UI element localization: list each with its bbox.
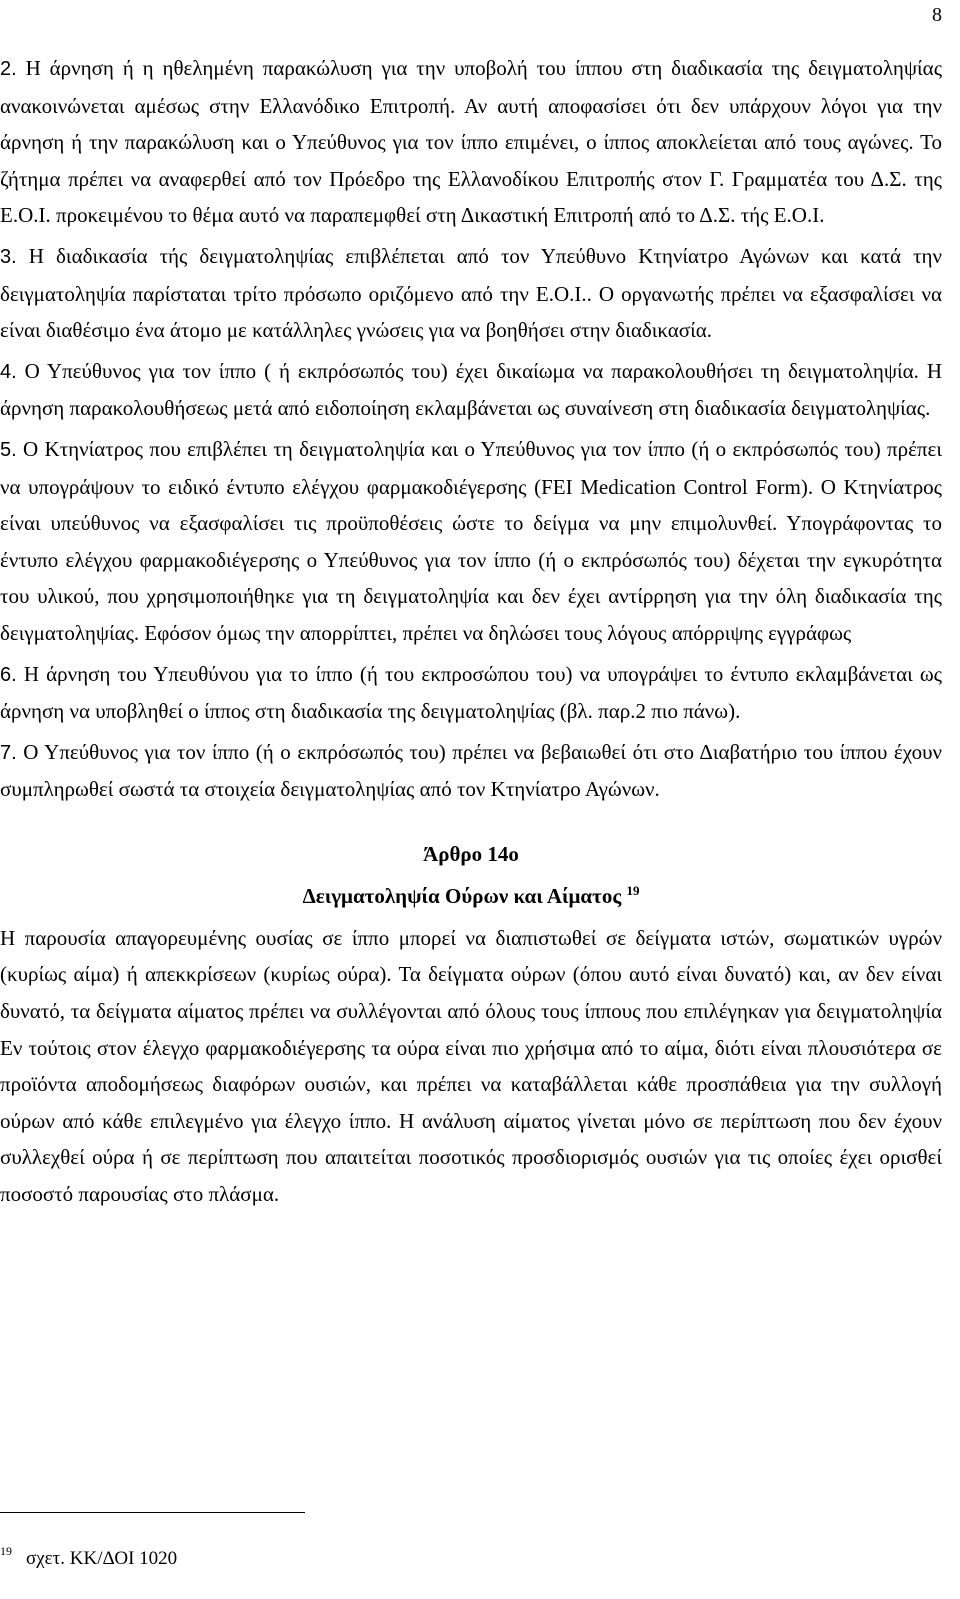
paragraph-text: Ο Κτηνίατρος που επιβλέπει τη δειγματοληψία και ο Υπεύθυνος για τον ίππο (ή ο εκπρόσωπός του) πρέπει να υπογράψουν το ειδικό έντυπο ελέγχου φαρμακοδιέγερσης (FEI Medication Control Form). Ο Κτηνίατρος είναι υπεύθυνος να εξασφαλίσει τις προϋποθέσεις ώστε το δείγμα να μην επιμολυνθεί. Υπογράφοντας το έντυπο ελέγχου φαρμακοδιέγερσης ο Υπεύθυνος για τον ίππο (ή ο εκπρόσωπός του) δέχεται την εγκυρότητα του υλικού, που χρησιμοποιήθηκε για τη δειγματοληψία και δεν έχει αντίρρηση για την όλη διαδικασία της δειγματοληψίας. Εφόσον όμως την απορρίπτει, πρέπει να δηλώσει τους λόγους απόρριψης εγγράφως [0, 436, 942, 645]
paragraph-text: Η διαδικασία τής δειγματοληψίας επιβλέπεται από τον Υπεύθυνο Κτηνίατρο Αγώνων και κατά την δειγματοληψία παρίσταται τρίτο πρόσωπο οριζόμενο από την Ε.Ο.Ι.. Ο οργανωτής πρέπει να εξασφαλίσει να είναι διαθέσιμο ένα άτομο με κατάλληλες γνώσεις για να βοηθήσει στην διαδικασία. [0, 243, 943, 343]
paragraph-number: 2. [0, 58, 17, 80]
paragraph-number: 3. [0, 245, 17, 268]
paragraph-number: 4. [0, 360, 17, 383]
paragraph-number: 6. [0, 663, 17, 686]
paragraph-number: 5. [0, 438, 17, 461]
footnote-text: σχετ. ΚΚ/ΔΟΙ 1020 [26, 1548, 178, 1569]
document-body [0, 50, 942, 1217]
page-number: 8 [932, 4, 942, 26]
paragraph-text: Η άρνηση ή η ηθελημένη παρακώλυση για την υποβολή του ίππου στη διαδικασία της δειγματοληψίας ανακοινώνεται αμέσως στην Ελλανόδικο Επιτροπή. Αν αυτή αποφασίσει ότι δεν υπάρχουν λόγοι για την άρνηση ή την παρακώλυση και ο Υπεύθυνος για τον ίππο επιμένει, ο ίππος αποκλείεται από τους αγώνες. Το ζήτημα πρέπει να αναφερθεί από τον Πρόεδρο της Ελλανοδίκου Επιτροπής στον Γ. Γραμματέα του Δ.Σ. της Ε.Ο.Ι. προκειμένου το θέμα αυτό να παραπεμφθεί στη Δικαστική Επιτροπή από το Δ.Σ. τής Ε.Ο.Ι. [0, 56, 943, 228]
paragraph-text: Ο Υπεύθυνος για τον ίππο ( ή εκπρόσωπός του) έχει δικαίωμα να παρακολουθήσει τη δειγματοληψία. Η άρνηση παρακολουθήσεως μετά από ειδοποίηση εκλαμβάνεται ως συναίνεση στη διαδικασία δειγματοληψίας. [0, 358, 942, 421]
paragraph-2 [0, 50, 942, 234]
article-title [0, 878, 942, 914]
footnote-divider [0, 1512, 305, 1513]
article-number: Άρθρο 14ο [423, 841, 519, 866]
footnote-mark: 19 [0, 1544, 12, 1558]
paragraph-7 [0, 734, 942, 808]
paragraph-6 [0, 656, 942, 730]
paragraph-number: 7. [0, 741, 17, 764]
footnote-reference: 19 [626, 882, 640, 898]
article-title-text: Δειγματοληψία Ούρων και Αίματος [302, 883, 622, 908]
paragraph-text: Η άρνηση του Υπευθύνου για το ίππο (ή του εκπροσώπου του) να υπογράψει το έντυπο εκλαμβάνεται ως άρνηση να υποβληθεί ο ίππος στη διαδικασία της δειγματοληψίας (βλ. παρ.2 πιο πάνω). [0, 661, 942, 724]
paragraph-text: Ο Υπεύθυνος για τον ίππο (ή ο εκπρόσωπός του) πρέπει να βεβαιωθεί ότι στο Διαβατήριο του ίππου έχουν συμπληρωθεί σωστά τα στοιχεία δειγματοληψίας από τον Κτηνίατρο Αγώνων. [0, 739, 943, 802]
article-body: Η παρουσία απαγορευμένης ουσίας σε ίππο μπορεί να διαπιστωθεί σε δείγματα ιστών, σωματικών υγρών (κυρίως αίμα) ή απεκκρίσεων (κυρίως ούρα). Τα δείγματα ούρων (όπου αυτό είναι δυνατό) και, αν δεν είναι δυνατό, τα δείγματα αίματος πρέπει να συλλέγονται από όλους τους ίππους που επιλέγηκαν για δειγματοληψία Εν τούτοις στον έλεγχο φαρμακοδιέγερσης τα ούρα είναι πιο χρήσιμα από το αίμα, διότι είναι πλουσιότερα σε προϊόντα αποδομήσεως διαφόρων ουσιών, και πρέπει να καταβάλλεται κάθε προσπάθεια για την συλλογή ούρων από κάθε επιλεγμένο για έλεγχο ίππο. Η ανάλυση αίματος γίνεται μόνο σε περίπτωση που δεν έχουν συλλεχθεί ούρα ή σε περίπτωση που απαιτείται ποσοτικός προσδιορισμός ουσιών για τις οποίες έχει ορισθεί ποσοστό παρουσίας στο πλάσμα. [0, 925, 942, 1207]
paragraph-5 [0, 431, 942, 652]
footnote [0, 1540, 177, 1570]
paragraph-4 [0, 353, 942, 427]
paragraph-3 [0, 238, 942, 349]
